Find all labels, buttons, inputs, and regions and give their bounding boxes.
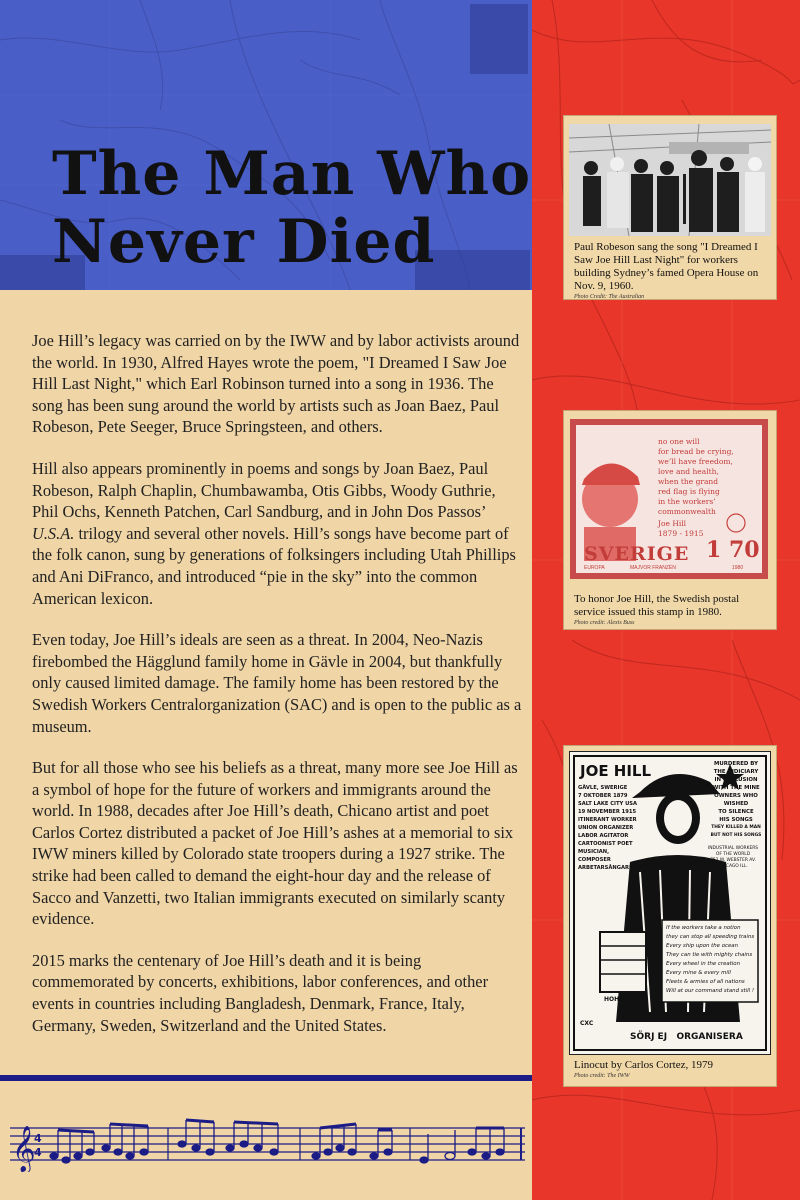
stamp-caption [574,593,770,627]
linocut-bio-line: 7 OKTOBER 1879 [578,793,628,799]
stamp-years: 1879 - 1915 [658,529,704,538]
linocut-bio-line: LABOR AGITATOR [578,833,629,839]
paragraph-influence [32,458,522,609]
linocut-right-line: IN COLLUSION [714,777,758,783]
linocut-bottom-slogan: SÖRJ EJ ORGANISERA [630,1032,743,1042]
linocut-initials: CXC [580,1020,594,1027]
linocut-iww-address [700,846,766,870]
linocut-caption-text: Linocut by Carlos Cortez, 1979 [574,1059,714,1071]
linocut-caption [574,1059,770,1080]
linocut-iww-line: OF THE WORLD [715,852,751,857]
stamp-caption-text: To honor Joe Hill, the Swedish postal service issued this stamp in 1980. [574,593,740,618]
robeson-caption-text: Paul Robeson sang the song "I Dreamed I Saw Joe Hill Last Night" for workers building Sydney’s famed Opera House on Nov. 9, 1960. [574,241,759,292]
paragraph-legacy: Joe Hill’s legacy was carried on by the IWW and by labor activists around the world. In 1930, Alfred Hayes wrote the poem, "I Dreamed I Saw Joe Hill Last Night," which Earl Robinson turned into a song in 1936. The song has been sung around the world by artists such as Joan Baez, Paul Robeson, Pete Seeger, Bruce Springsteen, and others. [32,331,520,437]
svg-text:4: 4 [34,1132,42,1145]
divider-rule [0,1075,532,1081]
linocut-right-line: WISHED [723,801,749,807]
linocut-bio-line: SALT LAKE CITY USA [578,801,638,807]
linocut-bio-line: ARBETARSÅNGAREN [578,865,637,871]
stamp-photo-credit: Photo credit: Alexis Buss [574,620,635,626]
stamp-signature: Joe Hill [658,519,687,528]
linocut-right-line: BUT NOT HIS SONGS [710,833,762,838]
linocut-right-line: THE JUDICIARY [713,769,759,775]
robeson-photo [569,124,771,236]
page-title [52,140,531,276]
linocut-card [563,745,777,1087]
linocut-quote-line: They can tie with mighty chains [666,952,753,958]
linocut-quote-line: Every wheel in the creation [666,961,741,967]
stamp-europa: EUROPA [584,565,605,571]
stamp-poem-line: for bread be crying, [658,447,734,456]
linocut-quote-line: Every mine & every mill [666,970,731,976]
linocut-iww-line: INDUSTRIAL WORKERS [707,846,759,851]
linocut-right-line: TO SILENCE [718,809,754,815]
stamp-poem-line: no one will [658,437,700,446]
linocut-bio [578,784,640,872]
linocut-bio-line: ITINERANT WORKER [578,817,637,823]
stamp-value: 1 70 [706,537,760,563]
linocut-hohner: HOHNER [604,996,633,1003]
article-body [32,330,522,1056]
linocut-iww-line: 752 W. WEBSTER AV. [710,858,756,863]
paragraph-threat: Even today, Joe Hill’s ideals are seen as a threat. In 2004, Neo-Nazis firebombed the Hägglund family home in Gävle in 2004, but thankfully only caused limited damage. The family home has been restored by the Swedish Workers Centralorganization (SAC) and is open to the public as a museum. [32,630,522,736]
music-staff [10,1110,525,1172]
stamp-poem-line: commonwealth [658,507,716,516]
treble-clef-icon: 𝄞 [12,1126,36,1172]
stamp-poem-line: we’ll have freedom, [658,457,733,466]
linocut-right-line: HIS SONGS [719,817,753,823]
linocut-bio-line: UNION ORGANIZER [578,825,634,831]
blue-map-header [0,0,532,290]
linocut-name: JOE HILL [580,762,652,780]
linocut-bio-line: CARTOONIST POET [578,841,633,847]
photo-card-robeson [563,115,777,300]
title-line-1: The Man Who [52,139,532,209]
linocut-image [569,751,771,1055]
accordion-icon [600,932,646,992]
linocut-bio-line: GÄVLE, SWERIGE [578,785,628,791]
stamp-poem-line: in the workers’ [658,497,716,506]
linocut-iww-line: CHICAGO ILL. [718,864,748,869]
title-line-2: Never Died [52,207,436,277]
usa-trilogy-title: U.S.A. [32,523,75,543]
linocut-right-line: OWNERS WHO [714,793,758,799]
stamp-artist: MAJVOR FRANZÉN [630,565,676,571]
linocut-bio-line: MUSICIAN, COMPOSER [578,849,611,863]
paragraph-centenary: 2015 marks the centenary of Joe Hill’s death and it is being commemorated by concerts, exhibitions, labor conferences, and other events in countries including Bangladesh, Denmark, France, Italy, Germany, Sweden, Switzerland and the United States. [32,950,489,1035]
linocut-bio-line: 19 NOVEMBER 1915 [578,809,637,815]
swedish-stamp [570,419,768,579]
paragraph-influence-part-2: trilogy and several other novels. Hill’s songs have become part of the folk canon, sung by generations of folksingers including Utah Phillips and Ani DiFranco, and introduced “pie in the sky” into the common American lexicon. [32,523,516,608]
stamp-country: SVERIGE [584,543,690,565]
paragraph-influence-part-1: Hill also appears prominently in poems and songs by Joan Baez, Paul Robeson, Ralph Chaplin, Chumbawamba, Otis Gibbs, Woody Guthrie, Phil Ochs, Kenneth Patchen, Carl Sandburg, and in John Dos Passos’ [32,458,496,522]
linocut-quote-line: Every ship upon the ocean [666,943,739,949]
linocut-quote-line: If the workers take a notion [666,925,741,931]
stamp-year: 1980 [732,565,744,571]
stamp-poem-line: red flag is flying [658,487,720,496]
linocut-quote-line: Will at our command stand still ! [666,988,754,994]
svg-text:4: 4 [34,1146,42,1159]
stamp-poem-line: when the grand [658,477,719,486]
robeson-caption [574,241,770,301]
paragraph-hope: But for all those who see his beliefs as a threat, many more see Joe Hill as a symbol of hope for the future of workers and immigrants around the world. In 1988, decades after Joe Hill’s death, Chicano artist and poet Carlos Cortez distributed a packet of Joe Hill’s ashes at a memorial to six IWW miners killed by Colorado state troopers during a 1927 strike. The strike had been called to demand the eight-hour day and the release of Sacco and Vanzetti, two Italian immigrants executed on similarly scanty evidence. [32,758,518,929]
linocut-quote-line: they can stop all speeding trains [666,934,755,940]
linocut-quote [666,924,756,996]
stamp-poem-line: love and health, [658,467,719,476]
linocut-right-line: WITH THE MINE [712,785,760,791]
linocut-right-line: THEY KILLED A MAN [711,825,761,830]
linocut-right-line: MURDERED BY [714,761,758,767]
stamp-poem [658,437,768,539]
linocut-photo-credit: Photo credit: The IWW [574,1073,630,1079]
linocut-right-text [706,760,766,840]
stamp-card [563,410,777,630]
linocut-quote-line: Fleets & armies of all nations [666,979,745,985]
robeson-photo-credit: Photo Credit: The Australian [574,294,645,300]
